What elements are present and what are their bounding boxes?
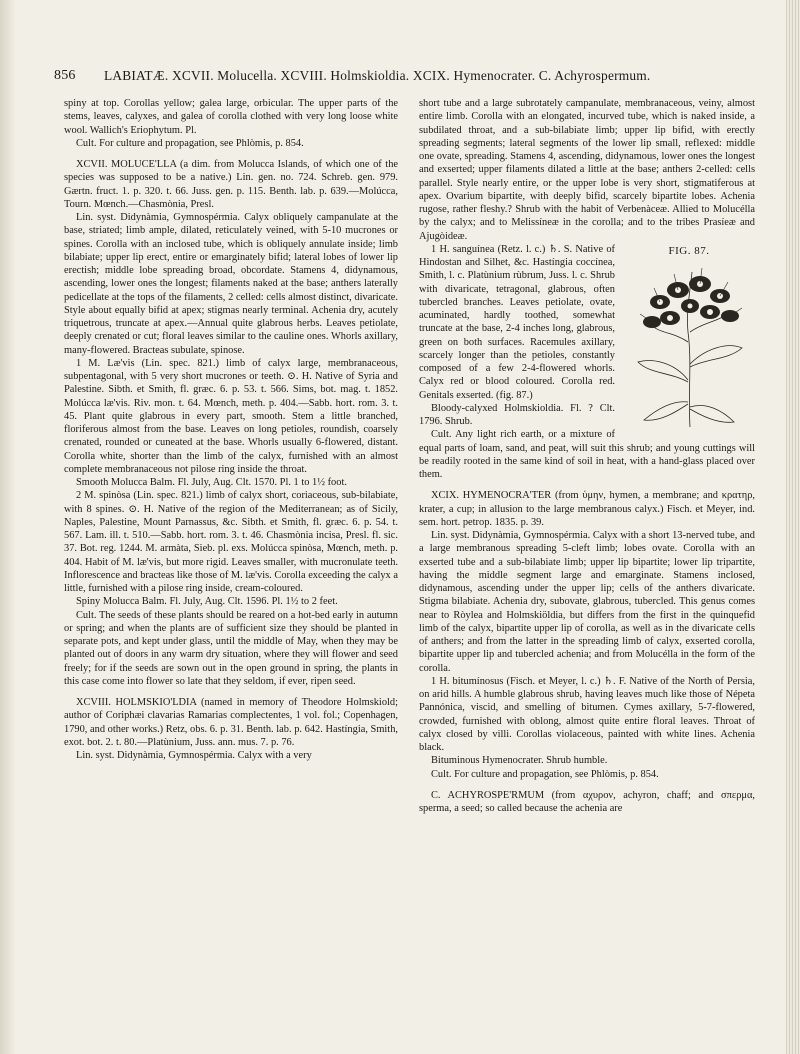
running-header <box>54 68 754 90</box>
paragraph-r2b: Bloody-calyxed Holmskioldia. Fl. ? Clt. 1796. Shrub. <box>419 402 615 427</box>
running-title: LABIATÆ. XCVII. Molucella. XCVIII. Holmskioldia. XCIX. Hymenocrater. C. Achyrospermum. <box>104 68 651 83</box>
paragraph-r2a: 1 H. sanguínea (Retz. l. c.) ♄. S. Native of Hindostan and Silhet, &c. Hastíngia coccínea, Smith, l. c. Platùnium rùbrum, Juss. l. c. Shrub with divaricate, tetragonal, glabrous, often tubercled branches. Leaves petiolate, ovate, acuminated, hardly toothed, somewhat truncate at the base, 2-4 inches long, glabrous, green on both surfaces. Racemules axillary, scarcely longer than the petioles, constantly composed of a few 2-4-flowered whorls. Calyx red or blood coloured. Corolla red. Genitals exserted. (fig. 87.) <box>419 243 615 401</box>
right-column <box>419 97 755 815</box>
paragraph-r5: 1 H. bitumínosus (Fisch. et Meyer, l. c.) ♄. F. Native of the North of Persia, on arid hills. A humble glabrous shrub, having leaves much like those of Népeta Pannónica, viscid, and smelling of bitumen. Cymes axillary, 5-7-flowered, crowded, furnished with oblong, almost quite entire floral leaves. Throat of calyx closed by villi. Corollas violaceous, painted with white lines. Achenia black. <box>419 675 755 753</box>
paragraph-l5: 1 M. Læ'vis (Lin. spec. 821.) limb of calyx large, membranaceous, subpentagonal, with 5 very short mucrones or teeth. ⊙. H. Native of Syria and Palestine. Sibth. et Smith, fl. græc. 6. p. 53. t. 566. Sims, bot. mag. t. 1852. Molúcca læ'vis. Riv. mon. t. 64. Mœnch, meth. p. 404.—Sabb. hort. rom. 3. t. 45. Plant quite glabrous in every part, smooth. Stem a little branched, floriferous almost from the base. Leaves on long petioles, roundish, coarsely crenated, rounded or cuneated at the base. Whorls usually 6-flowered, distant. Corolla white, shorter than the limb of the calyx, furnished with an almost complete membranaceous not pilose ring inside the throat. <box>64 357 398 475</box>
figure-label: FIG. 87. <box>668 244 710 257</box>
paragraph-l1: spiny at top. Corollas yellow; galea large, orbicular. The upper parts of the stems, leaves, calyxes, and galea of corolla clothed with very long loose white wool. Wallich's Eriophytum. Pl. <box>64 98 398 136</box>
paragraph-r4: Lin. syst. Didynàmia, Gymnospérmia. Calyx with a short 13-nerved tube, and a large membranous spreading 5-cleft limb; lobes ovate. Corolla with an exserted tube and a sub-bilabiate limb; upper lip bipartite; lower lip tripartite, having the middle segment large and emarginate. Stamens inclosed, didynamous, ascending under the upper lip; cells of the anthers divaricate. Stigma bilabiate. Achenia dry, subovate, glabrous, tubercled. This genus comes near to Ròylea and Holmskiöldia, but differs from the first in the quinquefid limb of the calyx, bipartite upper lip of corolla, as well as in the divaricate cells of anthers; and from the latter in the spreading limb of calyx, exserted corolla, bipartite upper lip and tubercled achenia; and from Molucélla in the form of the corolla. <box>419 530 755 674</box>
paragraph-l7: 2 M. spinòsa (Lin. spec. 821.) limb of calyx short, coriaceous, sub-bilabiate, with 8 spines. ⊙. H. Native of the region of the Mediterranean; as of Sicily, Naples, Palestine, Mount Parnassus, &c. Sibth. et Smith, fl. græc. 6. p. 54. t. 567. Lam. ill. t. 510.—Sabb. hort. rom. 3. t. 46. Chasmònia incisa, Presl. fl. sic. 37. Bot. reg. 1244. M. armàta, Sieb. pl. exs. Molúcca spinòsa, Mœnch, meth. p. 404. Habit of M. læ'vis, but more rigid. Leaves smaller, with mucronulate teeth. Inflorescence and bracteas like those of M. læ'vis. Corolla exceeding the calyx a little, furnished with a pilose ring inside, cream-coloured. <box>64 490 398 594</box>
page-number: 856 <box>54 68 76 83</box>
paragraph-r3: XCIX. HYMENOCRA'TER (from ὑμην, hymen, a membrane; and κρατηρ, krater, a cup; in allusion to the large membranous calyx.) Fisch. et Meyer, ind. sem. hort. petrop. 1835. p. 39. <box>419 490 755 528</box>
paragraph-r2c: Cult. Any light rich earth, or a mixture of equal parts of loam, sand, and peat, will suit this shrub; and young cuttings will be readily rooted in the same kind of soil in heat, with a hand-glass placed over them. <box>419 429 755 480</box>
left-column <box>64 97 398 762</box>
paragraph-r8: C. ACHYROSPE'RMUM (from αχυρον, achyron, chaff; and σπερμα, sperma, a seed; so called because the achenia are <box>419 789 755 814</box>
paragraph-l11: Lin. syst. Didynàmia, Gymnospérmia. Calyx with a very <box>76 750 312 761</box>
paragraph-l8: Spiny Molucca Balm. Fl. July, Aug. Clt. 1596. Pl. 1½ to 2 feet. <box>76 596 338 608</box>
figure-87 <box>623 245 755 435</box>
paragraph-l6: Smooth Molucca Balm. Fl. July, Aug. Clt. 1570. Pl. 1 to 1½ foot. <box>76 477 347 488</box>
page-fore-edge <box>786 0 800 1054</box>
paragraph-l2: Cult. For culture and propagation, see Phlòmis, p. 854. <box>76 137 304 149</box>
paragraph-l3: XCVII. MOLUCE'LLA (a dim. from Molucca Islands, of which one of the species was supposed to be a native.) Lin. gen. no. 724. Schreb. gen. 979. Gærtn. fruct. 1. p. 320. t. 66. Juss. gen. p. 115. Benth. lab. p. 639.—Molúcca, Tourn. Mœnch.—Chasmònia, Presl. <box>64 159 398 210</box>
paragraph-l4: Lin. syst. Didynàmia, Gymnospérmia. Calyx obliquely campanulate at the base, striated; limb ample, dilated, reticulately veined, with 5-10 mucrones or spines. Corolla with an inclosed tube, which is obliquely annulate inside; limb bilabiate; upper lip erect, entire or emarginately bifid; lateral lobes of lower lip erectish; middle lobe spreading broad, obcordate. Stamens 4, didynamous, ascending, lower ones the longest; filaments naked at the base; anthers laterally pedicellate at the tops of the filaments, 2 celled: cells almost distinct, divaricate. Style about equally bifid at apex; stigmas nearly terminal. Achenia dry, acutely triquetrous, truncate at apex.—Annual quite glabrous herbs. Leaves petiolate, deeply crenated or cut; floral leaves similar to the cauline ones. Whorls axillary, many-flowered. Bracteas subulate, spinose. <box>64 212 398 356</box>
holmskioldia-illustration-icon <box>630 262 748 430</box>
paragraph-l10: XCVIII. HOLMSKIO'LDIA (named in memory of Theodore Holmskiold; author of Coriphæi clavarias Ramarias complectentes, 1 vol. fol.; Copenhagen, 1790, and other works.) Retz, obs. 6. p. 31. Benth. lab. p. 642. Hastíngia, Smith, exot. bot. 2. t. 80.—Platùnium, Juss. ann. mus. 7. p. 76. <box>64 697 398 748</box>
page-gutter <box>0 0 16 1054</box>
paragraph-l9: Cult. The seeds of these plants should be reared on a hot-bed early in autumn or spring; and when the plants are of sufficient size they should be planted in separate pots, and kept under glass, until the middle of May, when they may be planted out of doors in any warm dry situation, where they will flower and seed freely; for if the seeds are sown out in the open ground in spring, the plants in this case come into flower so late that they seldom, if ever, ripen seed. <box>64 609 398 687</box>
paragraph-r1: short tube and a large subrotately campanulate, membranaceous, veiny, almost entire limb. Corolla with an elongated, incurved tube, which is naked inside, a subdilated throat, and a sub-bilabiate limb; upper lip bifid, with erectly spreading segments; lateral segments of the lower lip small, reflexed: middle one ovate, spreading. Stamens 4, ascending, didynamous, lower ones the longest and exserted; upper filaments dilated a little at the base; anthers 2-celled: cells parallel. Style nearly entire, or the upper lobe is very short, stigmatiferous at apex. Ovarium bipartite, with deeply bifid, scarcely bipartite lobes. Achenia rugose, rather fleshy.? Shrub with the habit of Verbenàceæ. Allied to Molucélla by the calyx; and to Melissíneæ in the corolla; and to the tribes Prasíeæ and Ajugòideæ. <box>419 98 755 242</box>
paragraph-r7: Cult. For culture and propagation, see Phlòmis, p. 854. <box>431 768 659 780</box>
paragraph-r6: Bituminous Hymenocrater. Shrub humble. <box>431 755 608 767</box>
